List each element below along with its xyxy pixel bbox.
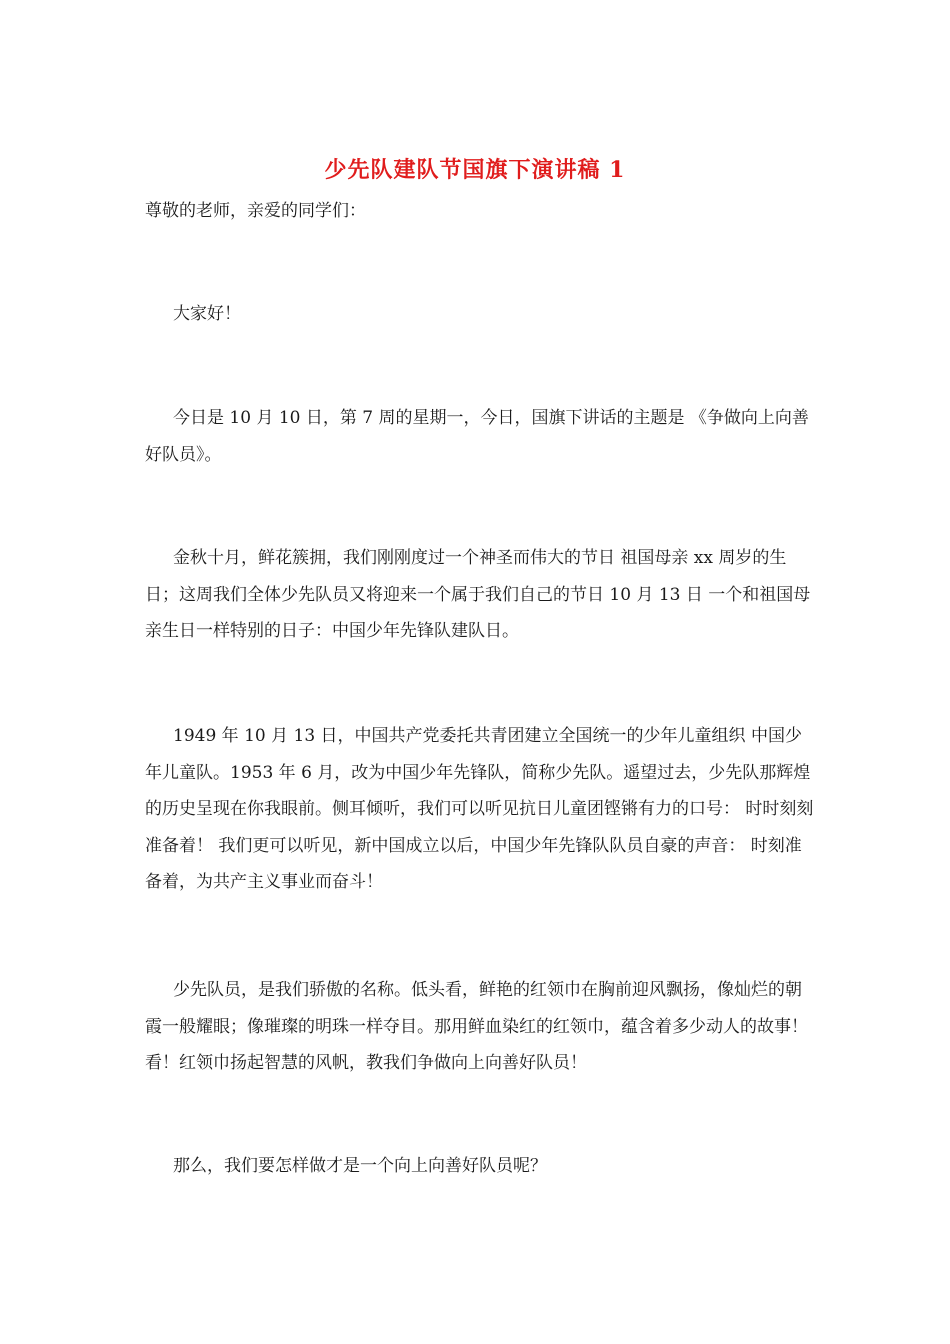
paragraph-question: 那么，我们要怎样做才是一个向上向善好队员呢？ xyxy=(173,1156,547,1176)
paragraph-greeting: 大家好！ xyxy=(173,304,241,324)
paragraph-red-scarf: 少先队员，是我们骄傲的名称。低头看，鲜艳的红领巾在胸前迎风飘扬，像灿烂的朝霞一般耀眼；像璀璨的明珠一样夺目。那用鲜血染红的红领巾，蕴含着多少动人的故事！看！红领巾扬起智慧的风帆，教我们争做向上向善好队员！ xyxy=(145,980,808,1073)
paragraph-october: 金秋十月，鲜花簇拥，我们刚刚度过一个神圣而伟大的节日 祖国母亲 xx 周岁的生日；这周我们全体少先队员又将迎来一个属于我们自己的节日 10 月 13 日 一个和祖国母亲生日一样特别的日子：中国少年先锋队建队日。 xyxy=(145,548,811,641)
salutation: 尊敬的老师，亲爱的同学们： xyxy=(145,201,366,221)
paragraph-history: 1949 年 10 月 13 日，中国共产党委托共青团建立全国统一的少年儿童组织 中国少年儿童队。1953 年 6 月，改为中国少年先锋队，简称少先队。遥望过去，少先队那辉煌的历史呈现在你我眼前。侧耳倾听，我们可以听见抗日儿童团铿锵有力的口号： 时时刻刻准备着！ 我们更可以听见，新中国成立以后，中国少年先锋队队员自豪的声音： 时刻准备着，为共产主义事业而奋斗！ xyxy=(145,726,814,892)
paragraph-topic: 今日是 10 月 10 日，第 7 周的星期一，今日，国旗下讲话的主题是 《争做向上向善好队员》。 xyxy=(145,408,809,465)
document-title: 少先队建队节国旗下演讲稿 1 xyxy=(324,157,626,183)
